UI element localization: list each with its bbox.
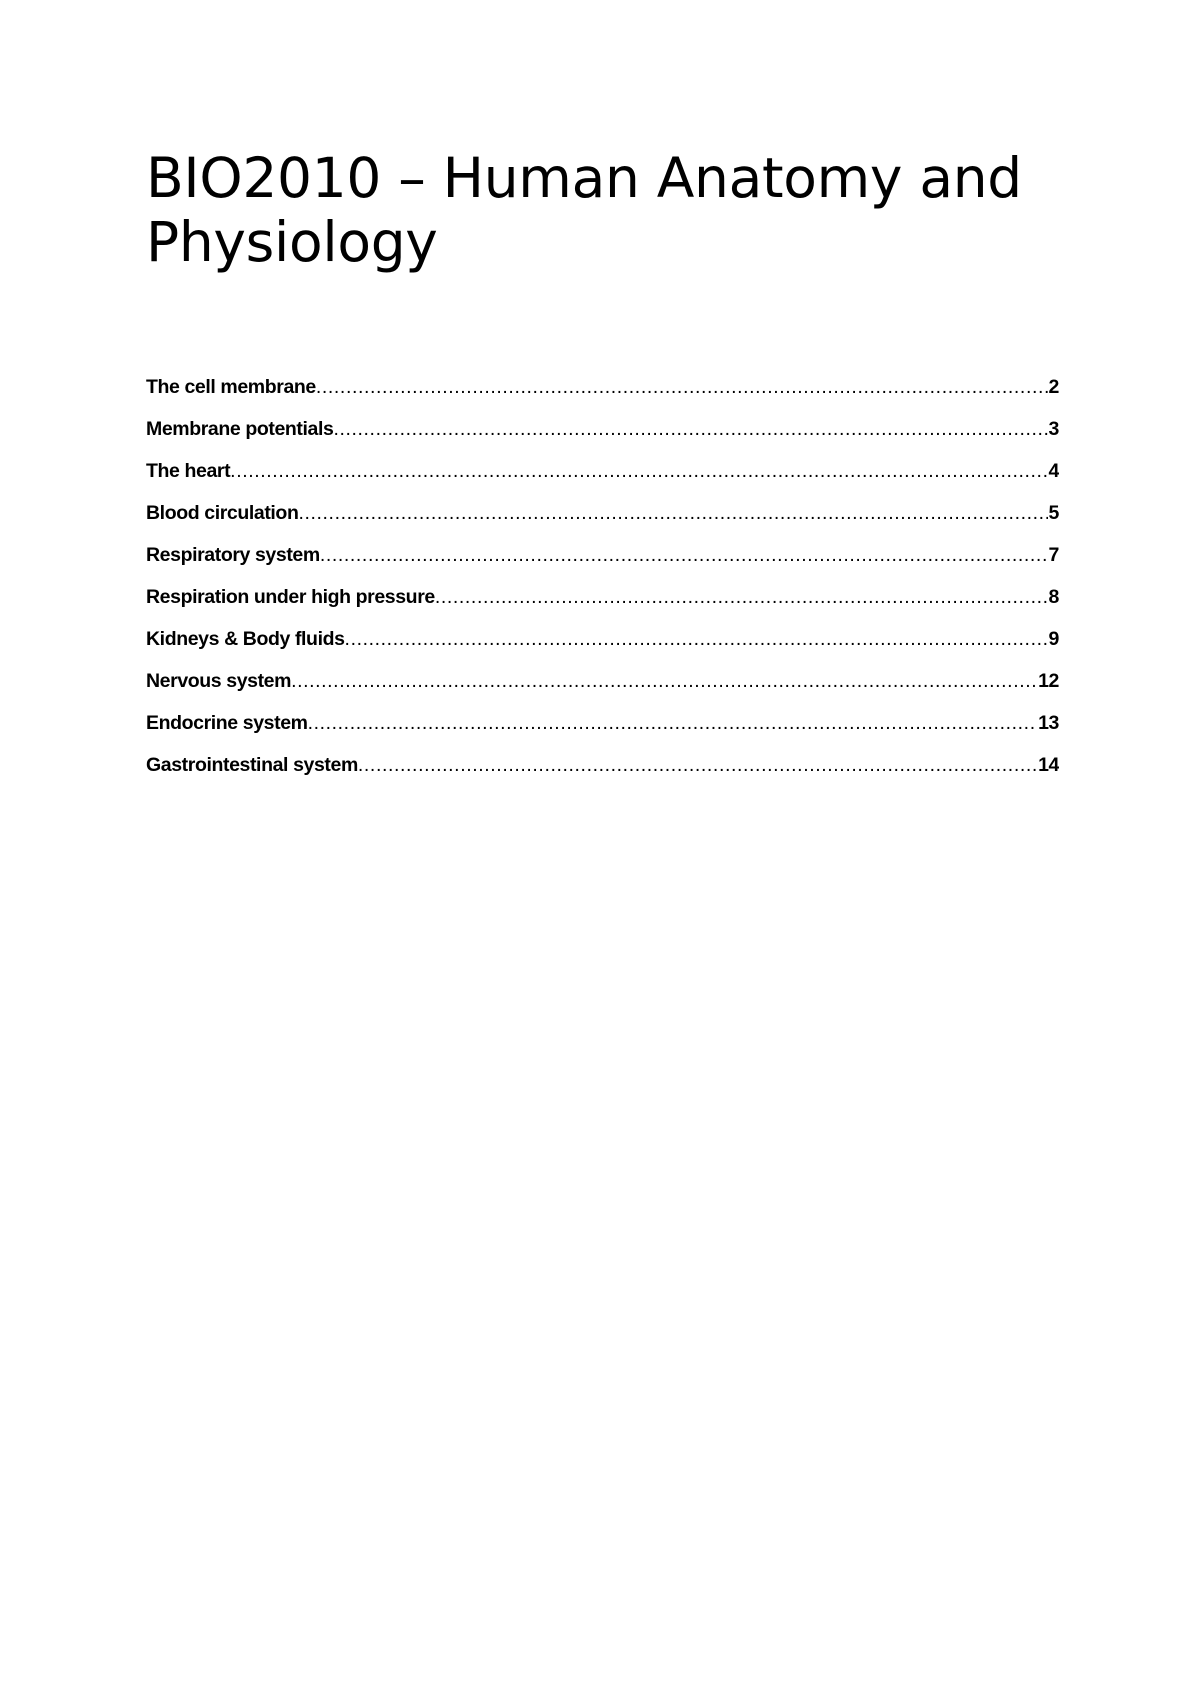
toc-dot-leader: [435, 586, 1048, 609]
toc-entry-blood-circulation[interactable]: [146, 502, 1059, 544]
toc-page-number: 8: [1048, 586, 1059, 608]
toc-entry-membrane-potentials[interactable]: [146, 418, 1059, 460]
toc-dot-leader: [308, 712, 1038, 735]
toc-entry-cell-membrane[interactable]: [146, 376, 1059, 418]
toc-entry-label: The heart: [146, 460, 231, 482]
toc-entry-kidneys-body-fluids[interactable]: [146, 628, 1059, 670]
toc-entry-label: Respiration under high pressure: [146, 586, 435, 608]
toc-entry-the-heart[interactable]: [146, 460, 1059, 502]
toc-dot-leader: [316, 376, 1048, 399]
toc-dot-leader: [291, 670, 1037, 693]
document-title: BIO2010 – Human Anatomy and Physiology: [146, 146, 1022, 274]
table-of-contents: [146, 376, 1059, 796]
toc-entry-label: Respiratory system: [146, 544, 320, 566]
toc-dot-leader: [345, 628, 1048, 651]
toc-entry-label: Endocrine system: [146, 712, 308, 734]
toc-page-number: 14: [1038, 754, 1059, 776]
toc-page-number: 7: [1048, 544, 1059, 566]
toc-page-number: 9: [1048, 628, 1059, 650]
toc-page-number: 2: [1048, 376, 1059, 398]
toc-entry-endocrine-system[interactable]: [146, 712, 1059, 754]
toc-page-number: 3: [1048, 418, 1059, 440]
toc-entry-gastrointestinal-system[interactable]: [146, 754, 1059, 796]
toc-dot-leader: [358, 754, 1037, 777]
toc-entry-respiratory-system[interactable]: [146, 544, 1059, 586]
toc-dot-leader: [230, 460, 1047, 483]
toc-page-number: 4: [1048, 460, 1059, 482]
toc-entry-label: Membrane potentials: [146, 418, 334, 440]
toc-entry-label: Nervous system: [146, 670, 292, 692]
toc-page-number: 12: [1038, 670, 1059, 692]
toc-entry-label: Blood circulation: [146, 502, 299, 524]
toc-page-number: 13: [1038, 712, 1059, 734]
toc-entry-label: Gastrointestinal system: [146, 754, 358, 776]
toc-dot-leader: [298, 502, 1047, 525]
toc-entry-nervous-system[interactable]: [146, 670, 1059, 712]
toc-dot-leader: [333, 418, 1047, 441]
toc-dot-leader: [320, 544, 1048, 567]
toc-entry-label: Kidneys & Body fluids: [146, 628, 345, 650]
toc-entry-label: The cell membrane: [146, 376, 316, 398]
toc-page-number: 5: [1048, 502, 1059, 524]
toc-entry-respiration-high-pressure[interactable]: [146, 586, 1059, 628]
